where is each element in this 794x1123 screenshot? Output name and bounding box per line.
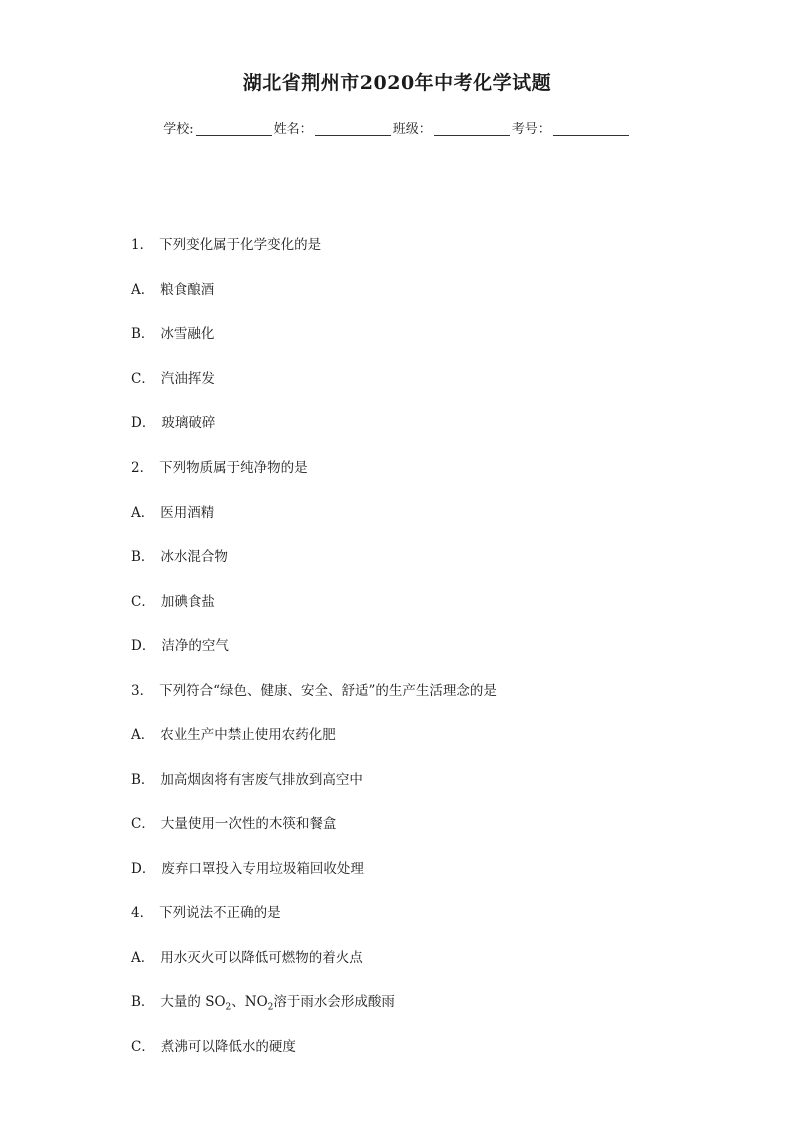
option-text: 用水灭火可以降低可燃物的着火点: [160, 950, 363, 966]
option-text: 玻璃破碎: [161, 415, 216, 431]
option-letter: C．: [131, 594, 155, 610]
option-text: 医用酒精: [160, 505, 215, 521]
question-text: 下列说法不正确的是: [159, 905, 281, 921]
question-3-stem: [131, 679, 497, 699]
option-letter: B．: [131, 326, 155, 342]
question-4-stem: [131, 901, 281, 921]
question-number: 4．: [131, 905, 154, 921]
option-text-mid: 、NO: [231, 994, 268, 1010]
option-text: 粮食酿酒: [160, 282, 215, 298]
option-letter: A．: [131, 505, 155, 521]
option-text: 加高烟囱将有害废气排放到高空中: [160, 772, 363, 788]
option-letter: D．: [131, 638, 156, 654]
option-text: 加碘食盐: [160, 594, 215, 610]
page-title: 湖北省荆州市2020年中考化学试题: [242, 72, 552, 94]
q2-option-d: [131, 634, 229, 654]
q3-option-b: [131, 768, 363, 788]
option-letter: A．: [131, 950, 155, 966]
option-text: 汽油挥发: [160, 371, 215, 387]
option-text: 废弃口罩投入专用垃圾箱回收处理: [161, 861, 364, 877]
subscript-2: 2: [225, 1002, 232, 1013]
option-text: 冰雪融化: [160, 326, 215, 342]
option-text: 煮沸可以降低水的硬度: [160, 1039, 296, 1055]
option-letter: B．: [131, 994, 155, 1010]
name-blank[interactable]: [315, 122, 391, 136]
question-text: 下列物质属于纯净物的是: [159, 460, 308, 476]
q1-option-b: [131, 322, 214, 342]
option-letter: A．: [131, 282, 155, 298]
q2-option-c: [131, 590, 215, 610]
q2-option-b: [131, 545, 228, 565]
name-label: 姓名：: [273, 122, 313, 137]
option-letter: B．: [131, 549, 155, 565]
option-text: 洁净的空气: [161, 638, 229, 654]
class-blank[interactable]: [434, 122, 510, 136]
option-text: 冰水混合物: [160, 549, 228, 565]
q4-option-c: [131, 1035, 296, 1055]
q3-option-c: [131, 812, 336, 832]
question-1-stem: [131, 233, 321, 253]
option-letter: C．: [131, 816, 155, 832]
q1-option-d: [131, 411, 215, 431]
q2-option-a: [131, 501, 214, 521]
question-text: 下列符合“绿色、健康、安全、舒适”的生产生活理念的是: [159, 683, 497, 699]
question-number: 2．: [131, 460, 154, 476]
exam-no-label: 考号：: [511, 122, 551, 137]
question-number: 1．: [131, 237, 154, 253]
option-text: 农业生产中禁止使用农药化肥: [160, 727, 336, 743]
option-letter: C．: [131, 1039, 155, 1055]
q1-option-a: [131, 278, 214, 298]
option-letter: A．: [131, 727, 155, 743]
option-letter: D．: [131, 861, 156, 877]
question-number: 3．: [131, 683, 154, 699]
option-text-pre: 大量的 SO: [160, 994, 226, 1010]
q4-option-b: [131, 990, 395, 1013]
school-label: 学校:: [163, 122, 194, 137]
subscript-2: 2: [267, 1002, 274, 1013]
question-text: 下列变化属于化学变化的是: [159, 237, 322, 253]
q1-option-c: [131, 367, 215, 387]
option-letter: B．: [131, 772, 155, 788]
student-info-line: [0, 118, 794, 137]
exam-no-blank[interactable]: [553, 122, 629, 136]
question-2-stem: [131, 456, 308, 476]
option-text-post: 溶于雨水会形成酸雨: [273, 994, 395, 1010]
class-label: 班级：: [392, 122, 432, 137]
option-letter: D．: [131, 415, 156, 431]
option-text: 大量使用一次性的木筷和餐盒: [160, 816, 337, 832]
school-blank[interactable]: [196, 122, 272, 136]
q4-option-a: [131, 946, 363, 966]
q3-option-a: [131, 723, 336, 743]
q3-option-d: [131, 857, 364, 877]
option-letter: C．: [131, 371, 155, 387]
option-text: [160, 994, 395, 1013]
